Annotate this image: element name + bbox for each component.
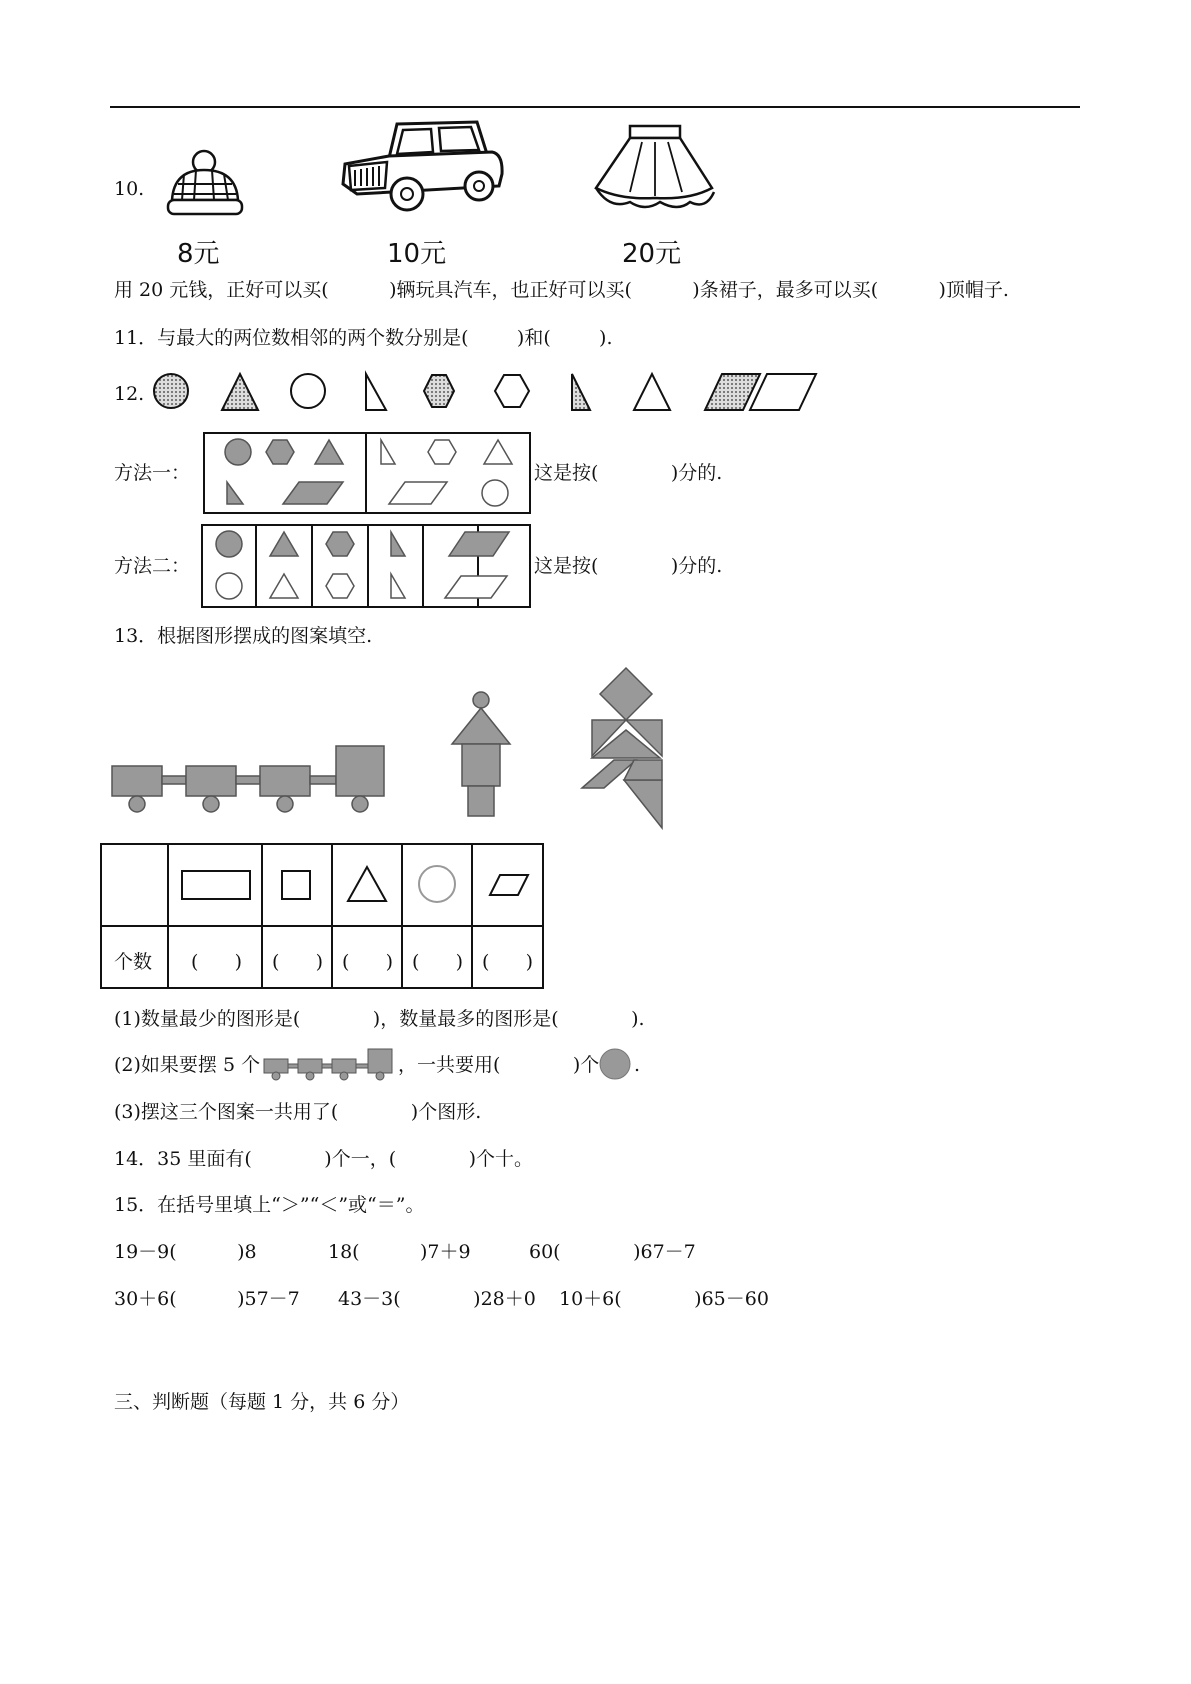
train-pattern	[112, 742, 396, 814]
white-hexagon-shape	[495, 375, 529, 407]
table-row-label: 个数	[114, 951, 153, 973]
method2-answer-text: 这是按( )分的.	[534, 555, 723, 577]
dotted-hexagon-shape	[424, 375, 454, 407]
q15-row1-item2: 18( )7＋9	[328, 1241, 471, 1263]
q12-number: 12.	[114, 383, 145, 405]
dotted-right-triangle-shape	[572, 374, 590, 410]
circle-count-blank: ( )	[412, 951, 464, 973]
q13-sub3: (3)摆这三个图案一共用了( )个图形.	[114, 1101, 482, 1123]
q13-title: 13．根据图形摆成的图案填空.	[114, 625, 373, 647]
q10-number: 10.	[114, 178, 145, 200]
skirt-icon	[590, 122, 720, 214]
dotted-triangle-shape	[222, 374, 258, 410]
hat-icon	[164, 150, 246, 218]
circle-shape	[419, 866, 455, 902]
square-shape	[282, 871, 310, 899]
q11-question-text: 11．与最大的两位数相邻的两个数分别是( )和( ).	[114, 327, 613, 349]
car-price: 10元	[387, 239, 447, 269]
white-right-triangle-shape	[366, 374, 386, 410]
q13-sub2-c: .	[634, 1054, 641, 1076]
tangram-person-pattern	[578, 668, 688, 836]
parallelogram-count-blank: ( )	[482, 951, 534, 973]
method1-grouping-box	[203, 432, 531, 514]
q13-sub1: (1)数量最少的图形是( )，数量最多的图形是( ).	[114, 1008, 645, 1030]
method2-label: 方法二：	[114, 555, 191, 577]
q13-sub2-b: ，一共要用( )个	[398, 1054, 600, 1076]
q14-question-text: 14．35 里面有( )个一，( )个十。	[114, 1148, 533, 1170]
method1-answer-text: 这是按( )分的.	[534, 462, 723, 484]
tower-pattern	[450, 690, 512, 824]
white-parallelogram-shape	[750, 374, 816, 410]
method2-grouping-box	[201, 524, 531, 608]
rectangle-count-blank: ( )	[191, 951, 243, 973]
rectangle-shape	[182, 871, 250, 899]
small-train-icon	[264, 1047, 396, 1081]
q15-row2-item3: 10＋6( )65－60	[559, 1288, 769, 1310]
dotted-circle-shape	[154, 374, 188, 408]
q10-question-text: 用 20 元钱，正好可以买( )辆玩具汽车，也正好可以买( )条裙子，最多可以买( )顶帽子.	[114, 279, 1009, 301]
q15-row1-item3: 60( )67－7	[529, 1241, 696, 1263]
hat-price: 8元	[177, 239, 220, 269]
white-triangle-shape	[634, 374, 670, 410]
header-rule	[110, 106, 1080, 108]
skirt-price: 20元	[622, 239, 682, 269]
q13-sub2-a: (2)如果要摆 5 个	[114, 1054, 261, 1076]
triangle-count-blank: ( )	[342, 951, 394, 973]
section3-title: 三、判断题（每题 1 分，共 6 分）	[114, 1391, 410, 1413]
toy-car-icon	[337, 114, 505, 216]
q12-shapes-row	[150, 370, 830, 416]
q15-row1-item1: 19－9( )8	[114, 1241, 257, 1263]
grey-circle-icon	[598, 1047, 632, 1081]
square-count-blank: ( )	[272, 951, 324, 973]
white-circle-shape	[291, 374, 325, 408]
method1-label: 方法一：	[114, 462, 191, 484]
q15-row2-item1: 30＋6( )57－7	[114, 1288, 300, 1310]
q15-title: 15．在括号里填上“＞”“＜”或“＝”。	[114, 1194, 425, 1216]
q15-row2-item2: 43－3( )28＋0	[338, 1288, 536, 1310]
